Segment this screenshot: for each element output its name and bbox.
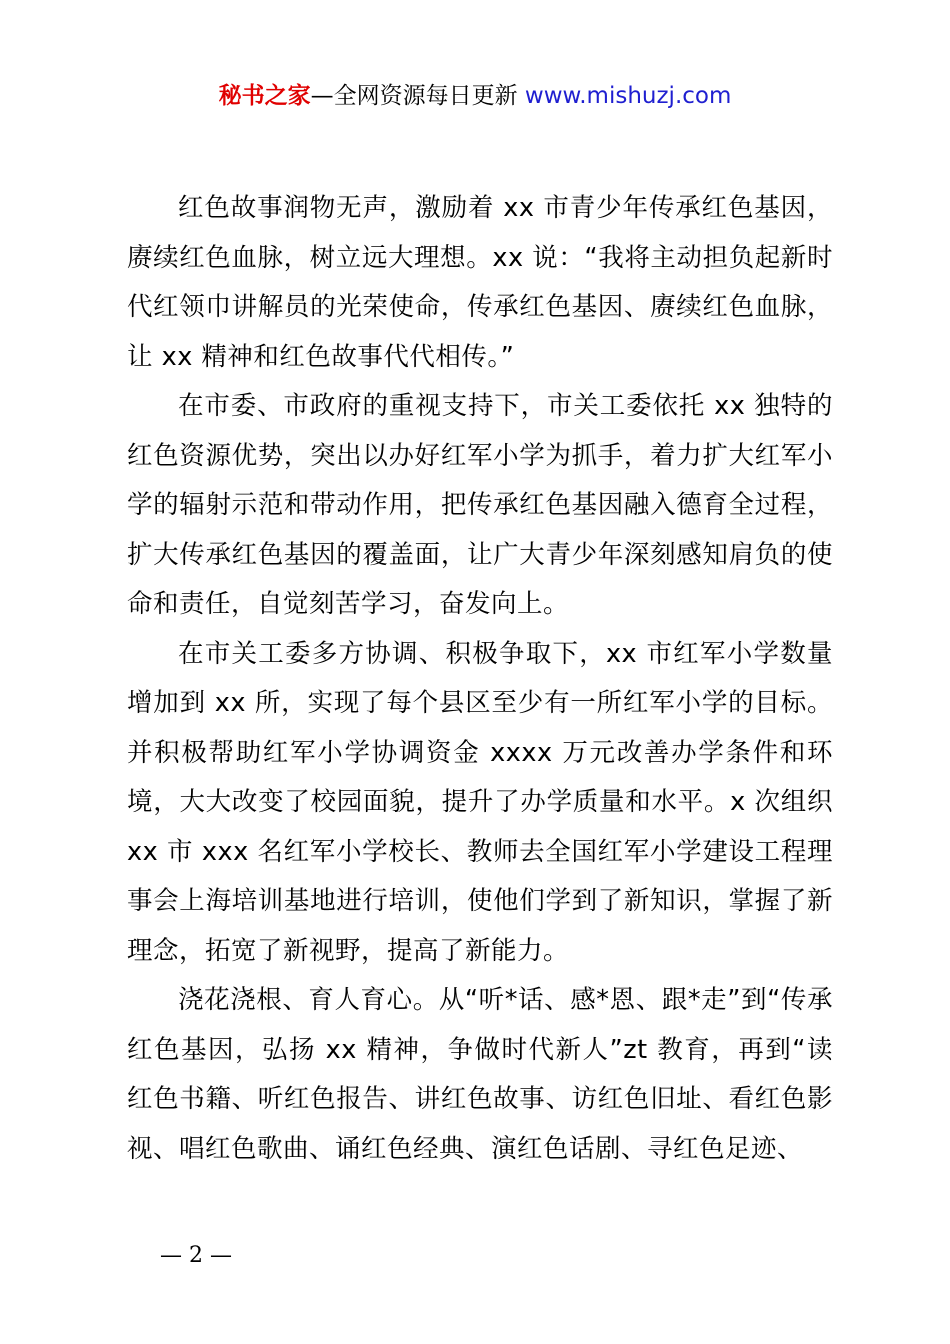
- paragraph-2: 在市委、市政府的重视支持下，市关工委依托 xx 独特的红色资源优势，突出以办好红军小学为抓手，着力扩大红军小学的辐射示范和带动作用，把传承红色基因融入德育全过程，扩大传承红色基因的覆盖面，让广大青少年深刻感知肩负的使命和责任，自觉刻苦学习，奋发向上。: [127, 391, 833, 619]
- site-url-link[interactable]: www.mishuzj.com: [524, 83, 732, 109]
- site-brand: 秘书之家: [218, 83, 311, 109]
- paragraph-3: 在市关工委多方协调、积极争取下，xx 市红军小学数量增加到 xx 所，实现了每个县区至少有一所红军小学的目标。并积极帮助红军小学协调资金 xxxx 万元改善办学条件和环境，大大改变了校园面貌，提升了办学质量和水平。x 次组织 xx 市 xxx 名红军小学校长、教师去全国红军小学建设工程理事会上海培训基地进行培训，使他们学到了新知识，掌握了新理念，拓宽了新视野，提高了新能力。: [127, 638, 833, 966]
- page-number: — 2 —: [160, 1243, 232, 1268]
- document-body: [127, 184, 833, 1174]
- site-header: [0, 80, 950, 112]
- site-tagline: —全网资源每日更新: [310, 83, 525, 109]
- paragraph-1: 红色故事润物无声，激励着 xx 市青少年传承红色基因，赓续红色血脉，树立远大理想。xx 说：“我将主动担负起新时代红领巾讲解员的光荣使命，传承红色基因、赓续红色血脉，让 xx 精神和红色故事代代相传。”: [127, 193, 833, 372]
- paragraph-4: 浇花浇根、育人育心。从“听*话、感*恩、跟*走”到“传承红色基因，弘扬 xx 精神，争做时代新人”zt 教育，再到“读红色书籍、听红色报告、讲红色故事、访红色旧址、看红色影视、唱红色歌曲、诵红色经典、演红色话剧、寻红色足迹、: [127, 985, 833, 1164]
